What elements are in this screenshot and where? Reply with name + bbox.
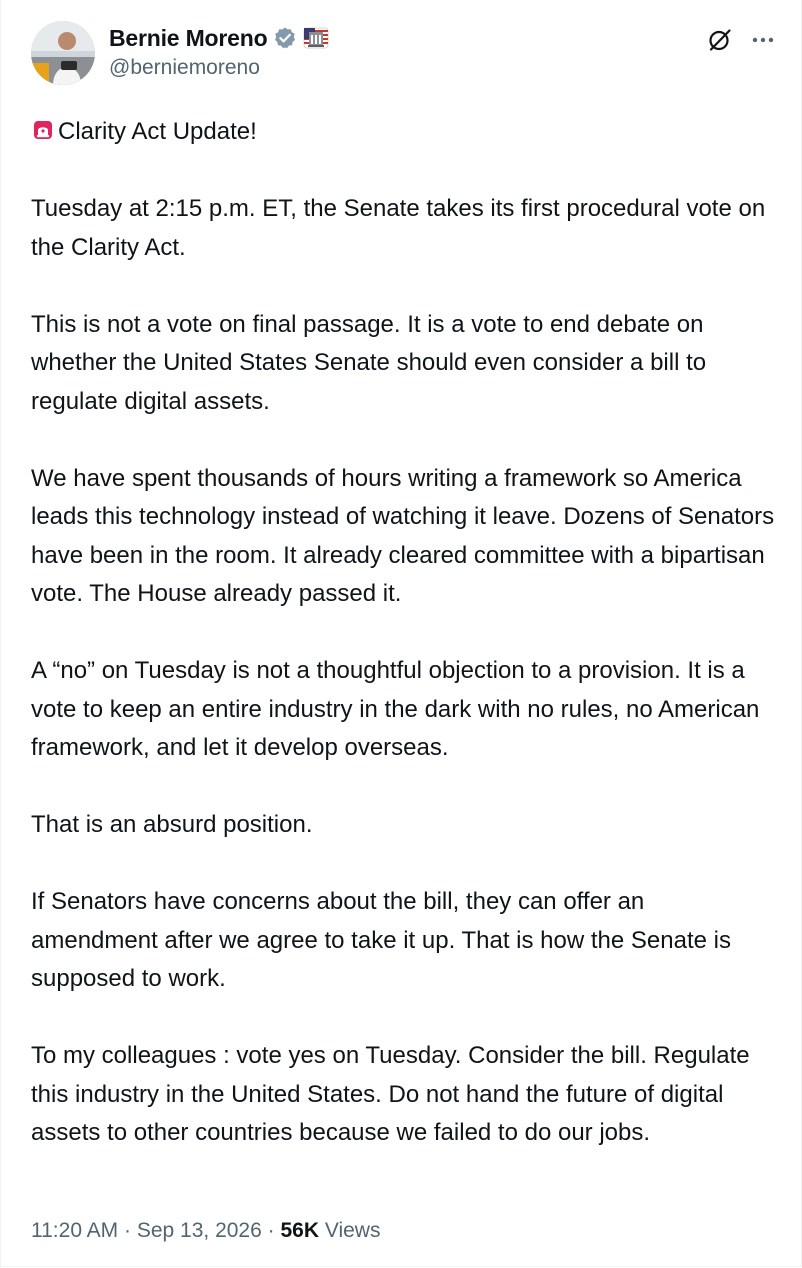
paragraph: We have spent thousands of hours writing a framework so America leads this technology instead of watching it leave. Dozens of Senators have been in the room. It already cleared committee with a bipartisan vote. The House already passed it.	[31, 464, 781, 607]
avatar[interactable]	[31, 21, 95, 85]
more-options-icon[interactable]	[750, 27, 776, 53]
views-label: Views	[319, 1219, 381, 1242]
post-time[interactable]: 11:20 AM	[31, 1219, 119, 1242]
author-block	[109, 23, 329, 80]
views-count[interactable]: 56K	[280, 1219, 319, 1242]
siren-emoji-icon	[31, 116, 55, 140]
paragraph: To my colleagues : vote yes on Tuesday. Consider the bill. Regulate this industry in the United States. Do not hand the future of digital assets to other countries because we failed to do our jobs.	[31, 1042, 757, 1146]
grok-icon[interactable]	[707, 27, 733, 53]
post-date[interactable]: Sep 13, 2026	[136, 1219, 262, 1242]
post-header	[31, 21, 776, 87]
post-meta	[31, 1219, 380, 1243]
paragraph: This is not a vote on final passage. It is a vote to end debate on whether the United States Senate should even consider a bill to regulate digital assets.	[31, 310, 713, 415]
meta-separator: ·	[118, 1219, 137, 1242]
display-name[interactable]: Bernie Moreno	[109, 24, 268, 51]
post-title-line	[31, 113, 776, 152]
paragraph: Tuesday at 2:15 p.m. ET, the Senate takes its first procedural vote on the Clarity Act.	[31, 195, 772, 261]
paragraph: A “no” on Tuesday is not a thoughtful objection to a provision. It is a vote to keep an entire industry in the dark with no rules, no American framework, and let it develop overseas.	[31, 657, 767, 761]
paragraph: If Senators have concerns about the bill, they can offer an amendment after we agree to take it up. That is how the Senate is supposed to work.	[31, 888, 738, 992]
verified-badge-icon[interactable]	[273, 26, 297, 50]
handle[interactable]: @berniemoreno	[109, 56, 260, 79]
flag-emoji-icon	[303, 26, 329, 50]
post-title: Clarity Act Update!	[58, 118, 257, 145]
avatar-photo-icon	[31, 21, 95, 85]
post-text	[31, 113, 781, 1153]
name-row	[109, 23, 329, 53]
paragraph: That is an absurd position.	[31, 811, 313, 838]
meta-separator: ·	[261, 1219, 281, 1242]
